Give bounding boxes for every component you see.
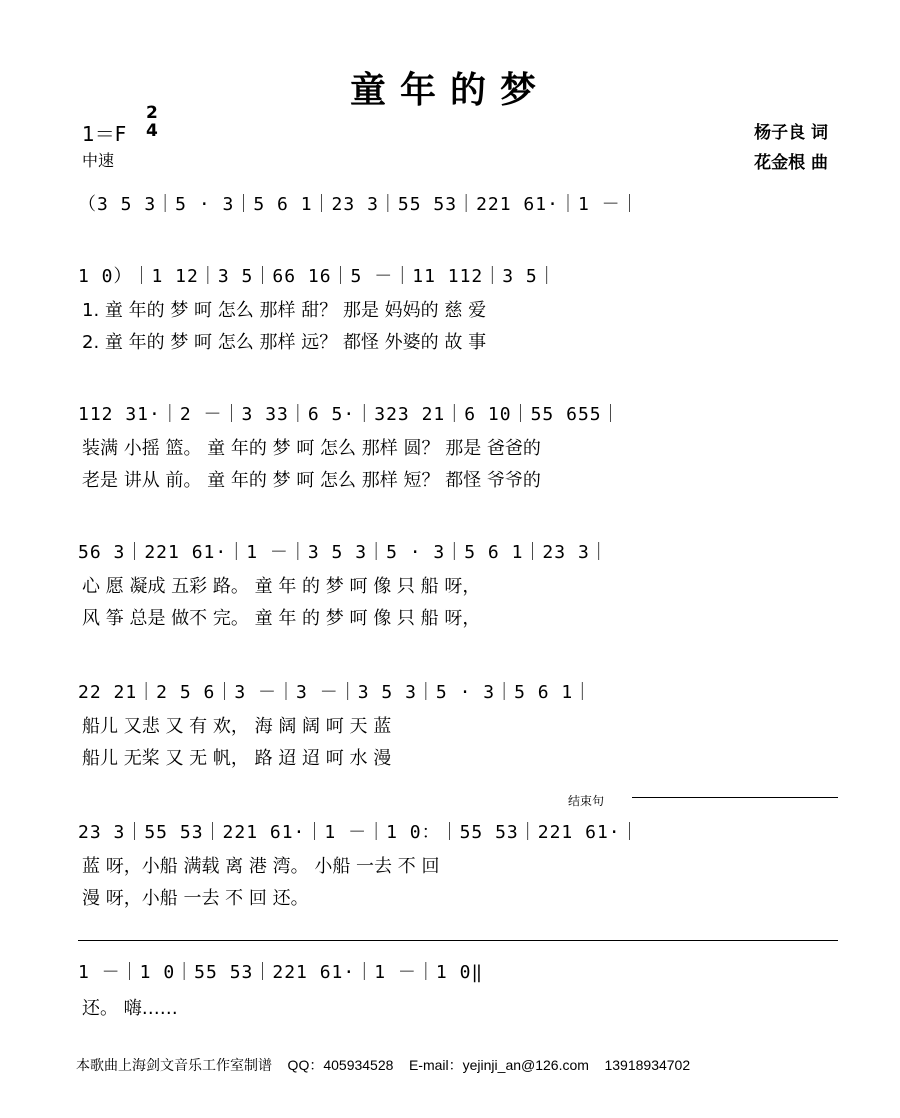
notation-line: （3 5 3｜5 · 3｜5 6 1｜23 3｜55 53｜221 61·｜1 －｜ [78,194,640,215]
lyric-verse-1: 心 愿 凝成 五彩 路。 童 年 的 梦 呵 像 只 船 呀， [82,576,481,597]
lyric-verse-1: 蓝 呀，小船 满载 离 港 湾。 小船 一去 不 回 [82,856,440,877]
key-signature: 1＝F [82,122,127,146]
lyric-verse-1: 船儿 又悲 又 有 欢， 海 阔 阔 呵 天 蓝 [82,716,392,737]
lyric-verse-2: 漫 呀，小船 一去 不 回 还。 [82,888,309,909]
lyricist-credit: 杨子良 词 [754,123,828,143]
score-system-4 [78,538,838,568]
score-system-1 [78,190,838,220]
score-system-7 [78,958,838,988]
end-phrase-bracket [632,797,838,798]
score-system-6 [78,818,838,848]
lyric-verse-2: 风 筝 总是 做不 完。 童 年 的 梦 呵 像 只 船 呀， [82,608,481,629]
composer-credit: 花金根 曲 [754,153,828,173]
time-signature [146,104,158,140]
score-system-2 [78,262,838,292]
footer-credit: 本歌曲上海剑文音乐工作室制谱 QQ：405934528 E-mail：yejinji_an@126.com 13918934702 [76,1057,691,1073]
lyric-verse-1: 1. 童 年的 梦 呵 怎么 那样 甜？ 那是 妈妈的 慈 爱 [82,300,487,321]
lyric-verse-1: 装满 小摇 篮。 童 年的 梦 呵 怎么 那样 圆？ 那是 爸爸的 [82,438,541,459]
song-title: 童年的梦 [349,70,550,111]
notation-line: 23 3｜55 53｜221 61·｜1 －｜1 0：｜55 53｜221 61·｜ [78,822,640,843]
lyric-verse-2: 船儿 无桨 又 无 帆， 路 迢 迢 呵 水 漫 [82,748,392,769]
tempo-marking: 中速 [82,151,115,170]
score-system-5 [78,678,838,708]
notation-line: 56 3｜221 61·｜1 －｜3 5 3｜5 · 3｜5 6 1｜23 3｜ [78,542,609,563]
time-sig-bottom: 4 [146,121,158,141]
time-sig-top: 2 [146,103,158,123]
notation-line: 22 21｜2 5 6｜3 －｜3 －｜3 5 3｜5 · 3｜5 6 1｜ [78,682,593,703]
score-system-3 [78,400,838,430]
lyric-verse-2: 老是 讲从 前。 童 年的 梦 呵 怎么 那样 短？ 都怪 爷爷的 [82,470,541,491]
lyric-verse-1: 还。 嗨…… [82,998,178,1019]
notation-line: 1 0）｜1 12｜3 5｜66 16｜5 －｜11 112｜3 5｜ [78,266,557,287]
lyric-verse-2: 2. 童 年的 梦 呵 怎么 那样 远？ 都怪 外婆的 故 事 [82,332,487,353]
decrescendo-rule [78,940,838,941]
notation-line: 1 －｜1 0｜55 53｜221 61·｜1 －｜1 0‖ [78,962,484,983]
end-phrase-label: 结束句 [568,794,605,808]
notation-line: 112 31·｜2 －｜3 33｜6 5·｜323 21｜6 10｜55 655｜ [78,404,621,425]
